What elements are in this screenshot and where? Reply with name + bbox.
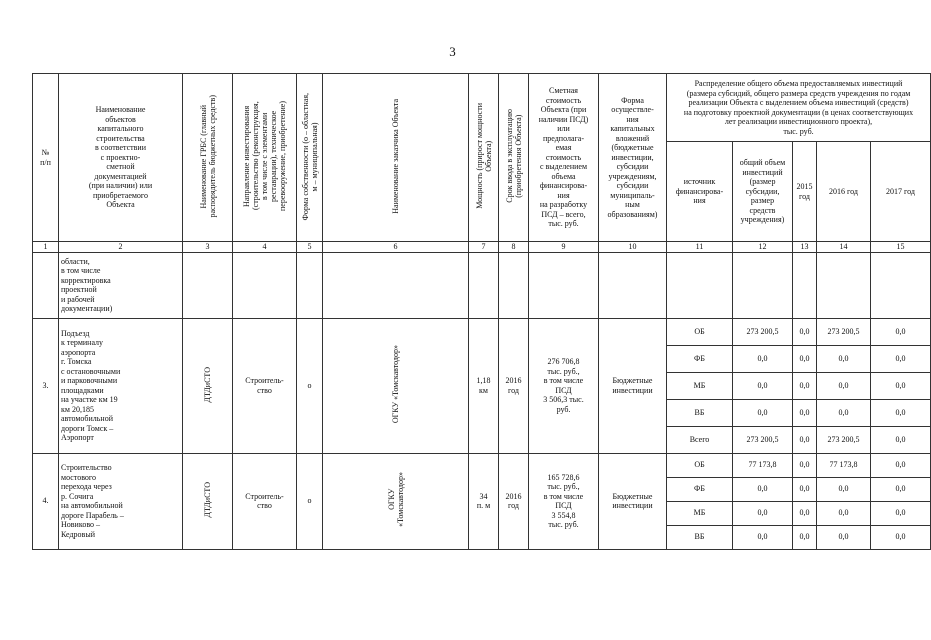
header-distribution: Распределение общего объема предоставляемых инвестиций (размера субсидий, общего размера средств учреждения по годам реализации Объекта с выделением объема инвестиций (средств) на подготовку проектной документации (в ценах соответствующих лет реализации инвестиционного проекта), тыс. руб. xyxy=(667,74,931,142)
object-customer: ОГКУ «Томскавтодор» xyxy=(323,453,469,549)
funding-2015: 0,0 xyxy=(793,477,817,501)
header-num: № п/п xyxy=(33,74,59,242)
column-number: 12 xyxy=(733,242,793,253)
table-row xyxy=(33,318,931,345)
object-direction: Строитель- ство xyxy=(233,318,297,453)
header-source: источник финансирова- ния xyxy=(667,142,733,242)
header-2017: 2017 год xyxy=(871,142,931,242)
column-number: 10 xyxy=(599,242,667,253)
funding-2016: 0,0 xyxy=(817,477,871,501)
column-number: 8 xyxy=(499,242,529,253)
funding-2017: 0,0 xyxy=(871,399,931,426)
header-estimated-cost: Сметная стоимость Объекта (при наличии ПСД) или предполага- емая стоимость с выделением объема финансирова- ния на разработку ПСД – всего, тыс. руб. xyxy=(529,74,599,242)
funding-source: ФБ xyxy=(667,345,733,372)
object-cost: 165 728,6 тыс. руб., в том числе ПСД 3 554,8 тыс. руб. xyxy=(529,453,599,549)
funding-source: ОБ xyxy=(667,453,733,477)
object-number: 4. xyxy=(33,453,59,549)
funding-source: Всего xyxy=(667,426,733,453)
funding-2017: 0,0 xyxy=(871,372,931,399)
object-form: Бюджетные инвестиции xyxy=(599,453,667,549)
header-object-name: Наименование объектов капитального строительства в соответствии с проектно- сметной документацией (при наличии) или приобретаемого Объекта xyxy=(59,74,183,242)
object-ownership: о xyxy=(297,453,323,549)
funding-2015: 0,0 xyxy=(793,501,817,525)
funding-total: 273 200,5 xyxy=(733,426,793,453)
object-ownership: о xyxy=(297,318,323,453)
funding-2016: 0,0 xyxy=(817,372,871,399)
object-capacity: 1,18 км xyxy=(469,318,499,453)
funding-2015: 0,0 xyxy=(793,525,817,549)
funding-2017: 0,0 xyxy=(871,525,931,549)
header-ownership: Форма собственности (о – областная, м – муниципальная) xyxy=(297,74,323,242)
header-2016: 2016 год xyxy=(817,142,871,242)
funding-2016: 77 173,8 xyxy=(817,453,871,477)
object-grbs: ДТДиСТО xyxy=(183,453,233,549)
header-grbs: Наименование ГРБС (главный распорядитель бюджетных средств) xyxy=(183,74,233,242)
table-row xyxy=(33,453,931,477)
object-capacity: 34 п. м xyxy=(469,453,499,549)
funding-2015: 0,0 xyxy=(793,426,817,453)
investment-table xyxy=(32,73,931,550)
object-form: Бюджетные инвестиции xyxy=(599,318,667,453)
funding-source: ВБ xyxy=(667,525,733,549)
column-number: 1 xyxy=(33,242,59,253)
funding-2017: 0,0 xyxy=(871,426,931,453)
column-number: 4 xyxy=(233,242,297,253)
object-number: 3. xyxy=(33,318,59,453)
column-number: 14 xyxy=(817,242,871,253)
column-number: 6 xyxy=(323,242,469,253)
funding-total: 0,0 xyxy=(733,372,793,399)
funding-2016: 273 200,5 xyxy=(817,426,871,453)
funding-source: МБ xyxy=(667,501,733,525)
funding-2016: 0,0 xyxy=(817,345,871,372)
object-name: Строительство мостового перехода через р. Сочига на автомобильной дороге Парабель – Новиково – Кедровый xyxy=(59,453,183,549)
object-name: Подъезд к терминалу аэропорта г. Томска с остановочными и парковочными площадками на участке км 19 км 20,185 автомобильной дороги Томск – Аэропорт xyxy=(59,318,183,453)
object-cost: 276 706,8 тыс. руб., в том числе ПСД 3 506,3 тыс. руб. xyxy=(529,318,599,453)
funding-2017: 0,0 xyxy=(871,453,931,477)
header-customer: Наименование заказчика Объекта xyxy=(323,74,469,242)
object-grbs: ДТДиСТО xyxy=(183,318,233,453)
funding-source: ФБ xyxy=(667,477,733,501)
column-numbers-row xyxy=(33,242,931,253)
funding-total: 0,0 xyxy=(733,399,793,426)
column-number: 7 xyxy=(469,242,499,253)
funding-2015: 0,0 xyxy=(793,399,817,426)
column-number: 2 xyxy=(59,242,183,253)
funding-total: 0,0 xyxy=(733,477,793,501)
column-number: 5 xyxy=(297,242,323,253)
funding-total: 0,0 xyxy=(733,345,793,372)
column-number: 11 xyxy=(667,242,733,253)
funding-total: 77 173,8 xyxy=(733,453,793,477)
funding-total: 0,0 xyxy=(733,501,793,525)
funding-source: ОБ xyxy=(667,318,733,345)
funding-2017: 0,0 xyxy=(871,345,931,372)
funding-2016: 0,0 xyxy=(817,501,871,525)
funding-2016: 0,0 xyxy=(817,525,871,549)
funding-total: 273 200,5 xyxy=(733,318,793,345)
funding-total: 0,0 xyxy=(733,525,793,549)
column-number: 9 xyxy=(529,242,599,253)
funding-source: МБ xyxy=(667,372,733,399)
object-customer: ОГКУ «Томскавтодор» xyxy=(323,318,469,453)
funding-2015: 0,0 xyxy=(793,453,817,477)
object-year: 2016 год xyxy=(499,453,529,549)
header-direction: Направление инвестирования (строительство (реконструкция, в том числе с элементами реставрации), техническое перевооружение, приобретение) xyxy=(233,74,297,242)
header-total-volume: общий объем инвестиций (размер субсидии, размер средств учреждения) xyxy=(733,142,793,242)
funding-2016: 273 200,5 xyxy=(817,318,871,345)
header-commission-date: Срок ввода в эксплуатацию (приобретения Объекта) xyxy=(499,74,529,242)
funding-2015: 0,0 xyxy=(793,345,817,372)
header-investment-form: Форма осуществле- ния капитальных вложений (бюджетные инвестиции, субсидии учреждениям, субсидии муниципаль- ным образованиям) xyxy=(599,74,667,242)
funding-2015: 0,0 xyxy=(793,318,817,345)
page-number: 3 xyxy=(449,44,456,59)
funding-2017: 0,0 xyxy=(871,501,931,525)
column-number: 15 xyxy=(871,242,931,253)
column-number: 13 xyxy=(793,242,817,253)
object-year: 2016 год xyxy=(499,318,529,453)
funding-2017: 0,0 xyxy=(871,477,931,501)
continuation-text: области, в том числе корректировка проектной и рабочей документации) xyxy=(59,252,183,318)
header-capacity: Мощность (прирост мощности Объекта) xyxy=(469,74,499,242)
header-2015: 2015 год xyxy=(793,142,817,242)
funding-2017: 0,0 xyxy=(871,318,931,345)
funding-2015: 0,0 xyxy=(793,372,817,399)
object-direction: Строитель- ство xyxy=(233,453,297,549)
funding-source: ВБ xyxy=(667,399,733,426)
column-number: 3 xyxy=(183,242,233,253)
continuation-row xyxy=(33,252,931,318)
funding-2016: 0,0 xyxy=(817,399,871,426)
